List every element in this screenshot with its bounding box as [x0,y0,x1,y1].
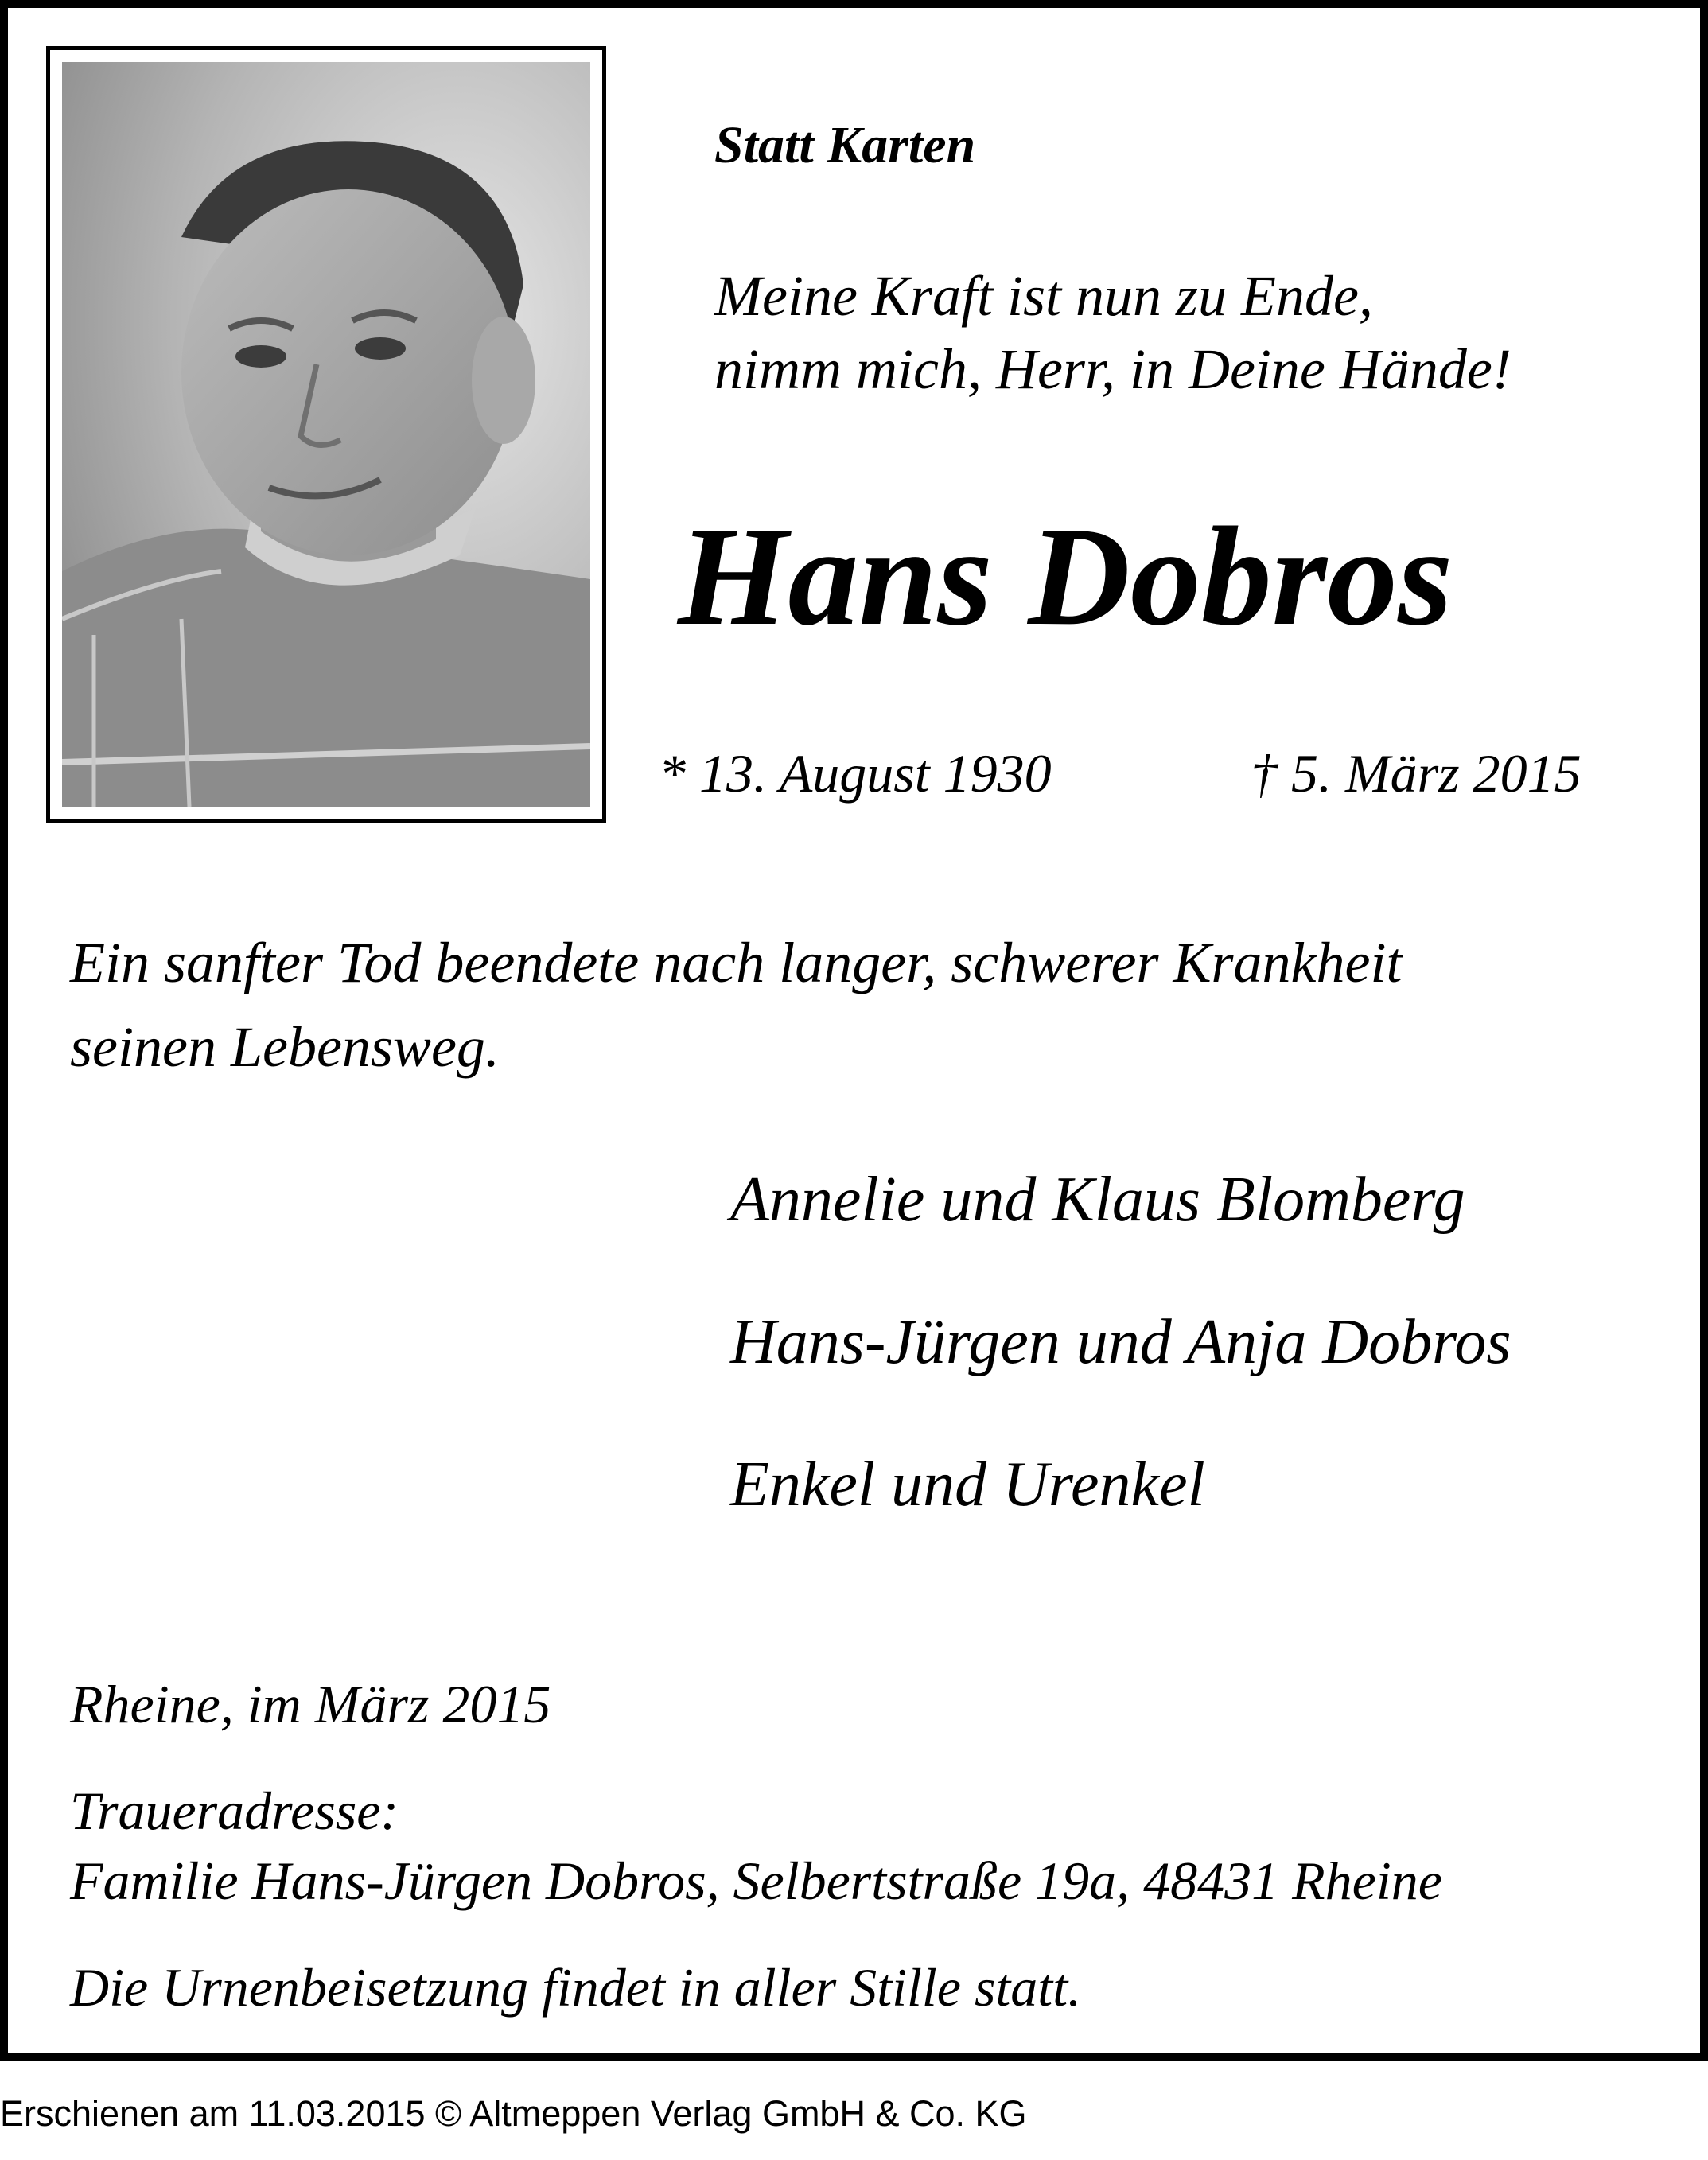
statt-karten-heading: Statt Karten [714,116,976,174]
portrait-photo [62,62,590,807]
birth-date: * 13. August 1930 [659,743,1052,804]
verse-line-1: Meine Kraft ist nun zu Ende, [714,264,1373,328]
burial-note: Die Urnenbeisetzung findet in aller Stille statt. [70,1957,1082,2018]
place-date: Rheine, im März 2015 [70,1674,551,1734]
mourner-2: Hans-Jürgen und Anja Dobros [730,1307,1512,1377]
message-line-2: seinen Lebensweg. [70,1015,500,1079]
address-label: Traueradresse: [70,1781,399,1841]
mourner-1: Annelie und Klaus Blomberg [730,1165,1465,1235]
deceased-name: Hans Dobros [678,497,1453,655]
death-date: † 5. März 2015 [1251,743,1582,804]
publication-footer: Erschienen am 11.03.2015 © Altmeppen Verlag GmbH & Co. KG [0,2093,1027,2134]
verse-line-2: nimm mich, Herr, in Deine Hände! [714,337,1512,401]
message-line-1: Ein sanfter Tod beendete nach langer, schwerer Krankheit [70,931,1403,994]
address-line: Familie Hans-Jürgen Dobros, Selbertstraße 19a, 48431 Rheine [70,1851,1442,1911]
mourner-3: Enkel und Urenkel [730,1450,1205,1520]
portrait-frame [46,46,606,823]
